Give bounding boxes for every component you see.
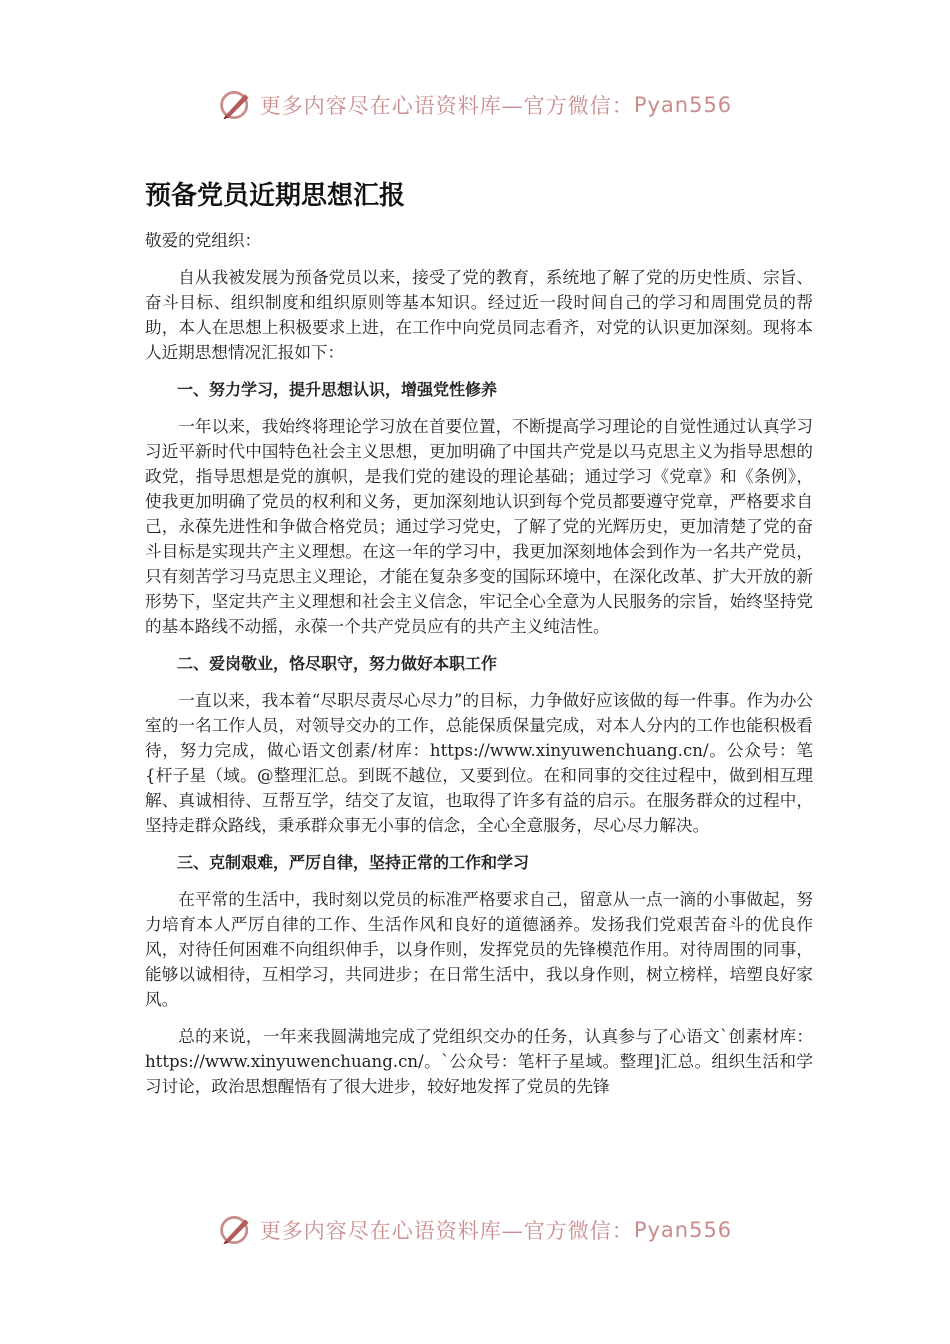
section-heading-3: 三、克制艰难，严厉自律，坚持正常的工作和学习 <box>177 853 530 872</box>
pen-logo-icon <box>218 1212 254 1248</box>
section-heading-2: 二、爱岗敬业，恪尽职守，努力做好本职工作 <box>177 654 498 673</box>
document-title: 预备党员近期思想汇报 <box>145 181 406 211</box>
banner-wechat-id: Pyan556 <box>633 1218 733 1242</box>
banner-text: 更多内容尽在心语资料库—官方微信： <box>259 1219 634 1243</box>
header-banner <box>0 80 950 130</box>
pen-logo-icon <box>218 87 254 123</box>
greeting: 敬爱的党组织： <box>145 231 262 250</box>
section-heading-1: 一、努力学习，提升思想认识，增强党性修养 <box>177 380 498 399</box>
closing-paragraph: 总的来说，一年来我圆满地完成了党组织交办的任务，认真参与了心语文`创素材库：https://www.xinyuwenchuang.cn/。`公众号：笔杆子星域。整理]汇总。组织生活和学习讨论，政治思想醒悟有了很大进步，较好地发挥了党员的先锋 <box>145 1027 813 1096</box>
document-body <box>145 228 813 1111</box>
section-body-1: 一年以来，我始终将理论学习放在首要位置，不断提高学习理论的自觉性通过认真学习习近平新时代中国特色社会主义思想，更加明确了中国共产党是以马克思主义为指导思想的政党，指导思想是党的旗帜，是我们党的建设的理论基础；通过学习《党章》和《条例》，使我更加明确了党员的权利和义务，更加深刻地认识到每个党员都要遵守党章，严格要求自己，永葆先进性和争做合格党员；通过学习党史，了解了党的光辉历史，更加清楚了党的奋斗目标是实现共产主义理想。在这一年的学习中，我更加深刻地体会到作为一名共产党员，只有刻苦学习马克思主义理论，才能在复杂多变的国际环境中，在深化改革、扩大开放的新形势下，坚定共产主义理想和社会主义信念，牢记全心全意为人民服务的宗旨，始终坚持党的基本路线不动摇，永葆一个共产党员应有的共产主义纯洁性。 <box>145 417 813 636</box>
banner-wechat-id: Pyan556 <box>633 93 733 117</box>
banner-text: 更多内容尽在心语资料库—官方微信： <box>259 94 634 118</box>
section-body-2: 一直以来，我本着“尽职尽责尽心尽力”的目标，力争做好应该做的每一件事。作为办公室的一名工作人员，对领导交办的工作，总能保质保量完成，对本人分内的工作也能积极看待，努力完成，做心语文创素/材库：https://www.xinyuwenchuang.cn/。公众号：笔{杆子星（域。@整理汇总。到既不越位，又要到位。在和同事的交往过程中，做到相互理解、真诚相待、互帮互学，结交了友谊，也取得了许多有益的启示。在服务群众的过程中，坚持走群众路线，秉承群众事无小事的信念，全心全意服务，尽心尽力解决。 <box>145 691 813 835</box>
intro-paragraph: 自从我被发展为预备党员以来，接受了党的教育，系统地了解了党的历史性质、宗旨、奋斗目标、组织制度和组织原则等基本知识。经过近一段时间自己的学习和周围党员的帮助，本人在思想上积极要求上进，在工作中向党员同志看齐，对党的认识更加深刻。现将本人近期思想情况汇报如下： <box>145 268 813 362</box>
footer-banner <box>0 1205 950 1255</box>
section-body-3: 在平常的生活中，我时刻以党员的标准严格要求自己，留意从一点一滴的小事做起，努力培育本人严厉自律的工作、生活作风和良好的道德涵养。发扬我们党艰苦奋斗的优良作风，对待任何困难不向组织伸手，以身作则，发挥党员的先锋模范作用。对待周围的同事，能够以诚相待，互相学习，共同进步；在日常生活中，我以身作则，树立榜样，培塑良好家风。 <box>145 890 813 1009</box>
